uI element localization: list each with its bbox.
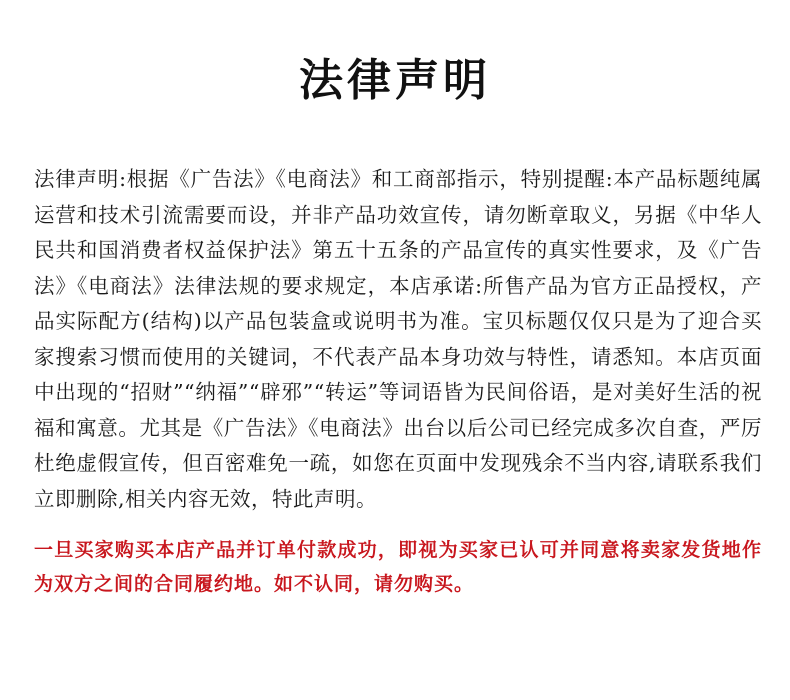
- legal-statement-body: 法律声明:根据《广告法》《电商法》和工商部指示，特别提醒:本产品标题纯属运营和技术引流需要而设，并非产品功效宣传，请勿断章取义，另据《中华人民共和国消费者权益保护法》第五十五条的产品宣传的真实性要求，及《广告法》《电商法》法律法规的要求规定，本店承诺:所售产品为官方正品授权，产品实际配方(结构)以产品包装盒或说明书为准。宝贝标题仅仅只是为了迎合买家搜索习惯而使用的关键词，不代表产品本身功效与特性，请悉知。本店页面中出现的“招财”“纳福”“辟邪”“转运”等词语皆为民间俗语，是对美好生活的祝福和寓意。尤其是《广告法》《电商法》出台以后公司已经完成多次自查，严厉杜绝虚假宣传，但百密难免一疏，如您在页面中发现残余不当内容,请联系我们立即删除,相关内容无效，特此声明。: [34, 167, 762, 511]
- page-title: 法律声明: [299, 55, 491, 106]
- purchase-notice: 一旦买家购买本店产品并订单付款成功，即视为买家已认可并同意将卖家发货地作为双方之间的合同履约地。如不认同，请勿购买。: [34, 539, 762, 595]
